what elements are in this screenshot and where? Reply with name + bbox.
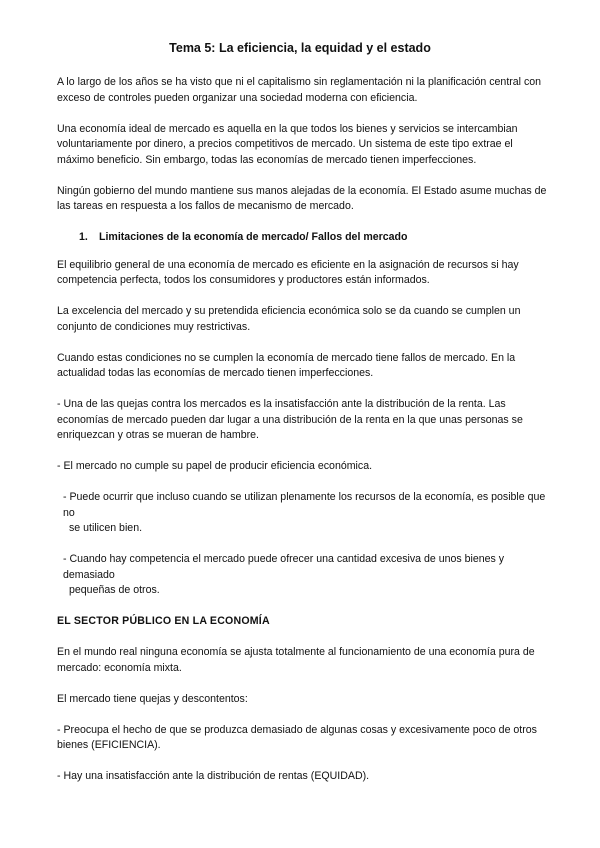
- document-body: [57, 75, 547, 800]
- intro-paragraph-2: Una economía ideal de mercado es aquella en la que todos los bienes y servicios se intercambian voluntariamente por dinero, a precios competitivos de mercado. Un sistema de este tipo extrae el máximo beneficio. Sin embargo, todas las economías de mercado tienen imperfecciones.: [57, 122, 518, 166]
- intro-paragraph-1: A lo largo de los años se ha visto que ni el capitalismo sin reglamentación ni la planificación central con exceso de controles pueden organizar una sociedad moderna con eficiencia.: [57, 76, 542, 104]
- section-2-paragraph-2: El mercado tiene quejas y descontentos:: [57, 692, 248, 705]
- section-1-heading: [79, 230, 547, 246]
- section-1-number: 1.: [79, 231, 88, 243]
- section-1-paragraph-4: - Una de las quejas contra los mercados es la insatisfacción ante la distribución de la renta. Las economías de mercado pueden dar lugar a una distribución de la renta en la que unas personas se enriquezcan y otras se mueran de hambre.: [57, 398, 523, 441]
- sub-item-1: [57, 490, 547, 537]
- document-title: Tema 5: La eficiencia, la equidad y el estado: [169, 41, 431, 55]
- section-1-paragraph-1: El equilibrio general de una economía de mercado es eficiente en la asignación de recursos si hay competencia perfecta, todos los consumidores y productores están informados.: [57, 258, 519, 286]
- intro-paragraph-3: Ningún gobierno del mundo mantiene sus manos alejadas de la economía. El Estado asume muchas de las tareas en respuesta a los fallos de mecanismo de mercado.: [57, 184, 547, 212]
- sub-item-1-line: - Puede ocurrir que incluso cuando se utilizan plenamente los recursos de la economía, es posible que no: [63, 491, 546, 519]
- section-2-paragraph-4: - Hay una insatisfacción ante la distribución de rentas (EQUIDAD).: [57, 770, 370, 782]
- sub-item-2: [57, 552, 547, 599]
- section-1-paragraph-5: - El mercado no cumple su papel de producir eficiencia económica.: [57, 460, 373, 472]
- section-2-heading: EL SECTOR PÚBLICO EN LA ECONOMÍA: [57, 615, 270, 627]
- sub-item-2-continuation: pequeñas de otros.: [69, 584, 160, 596]
- section-1-paragraph-3: Cuando estas condiciones no se cumplen la economía de mercado tiene fallos de mercado. En la actualidad todas las economías de mercado tienen imperfecciones.: [57, 351, 516, 379]
- section-1-paragraph-2: La excelencia del mercado y su pretendida eficiencia económica solo se da cuando se cumplen un conjunto de condiciones muy restrictivas.: [57, 305, 521, 333]
- section-2-paragraph-1: En el mundo real ninguna economía se ajusta totalmente al funcionamiento de una economía pura de mercado: economía mixta.: [57, 646, 535, 674]
- section-2-paragraph-3: - Preocupa el hecho de que se produzca demasiado de algunas cosas y excesivamente poco de otros bienes (EFICIENCIA).: [57, 723, 537, 751]
- section-1-heading-text: Limitaciones de la economía de mercado/ Fallos del mercado: [99, 231, 408, 243]
- sub-item-1-continuation: se utilicen bien.: [69, 522, 143, 534]
- sub-item-2-line: - Cuando hay competencia el mercado puede ofrecer una cantidad excesiva de unos bienes y demasiado: [63, 553, 505, 581]
